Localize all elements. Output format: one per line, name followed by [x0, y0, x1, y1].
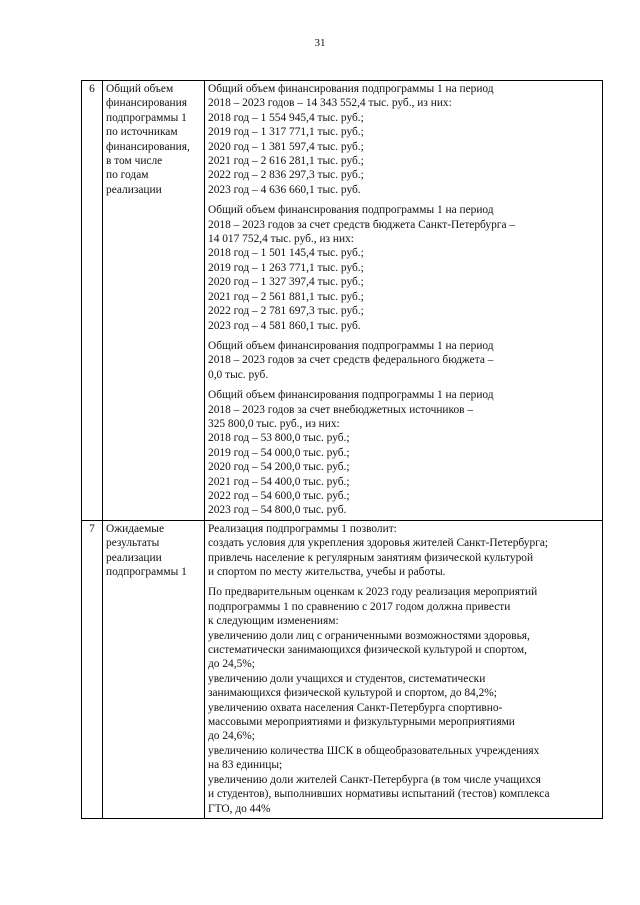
- passport-table: [81, 80, 603, 819]
- text-line: 2019 год – 54 000,0 тыс. руб.;: [208, 446, 350, 459]
- row-number: 7: [82, 520, 103, 818]
- text-line: и студентов), выполнивших нормативы испытаний (тестов) комплекса: [208, 788, 550, 801]
- label-line: Общий объем: [106, 83, 174, 95]
- text-line: 2020 год – 1 381 597,4 тыс. руб.;: [208, 140, 364, 153]
- text-line: 2023 год – 4 581 860,1 тыс. руб.: [208, 319, 361, 332]
- label-line: Ожидаемые: [106, 522, 165, 535]
- text-line: увеличению доли жителей Санкт-Петербурга (в том числе учащихся: [208, 773, 541, 786]
- label-line: финансирования: [106, 97, 187, 110]
- table-row: [82, 520, 603, 818]
- label-line: реализации: [106, 551, 162, 564]
- label-line: в том числе: [106, 155, 163, 168]
- text-line: занимающихся физической культурой и спортом, до 84,2%;: [208, 687, 497, 700]
- text-line: 2019 год – 1 317 771,1 тыс. руб.;: [208, 126, 364, 139]
- row-content: [205, 520, 603, 818]
- text-line: 2018 год – 1 554 945,4 тыс. руб.;: [208, 111, 364, 124]
- paragraph: [208, 82, 599, 197]
- text-line: и спортом по месту жительства, учебы и работы.: [208, 566, 446, 578]
- paragraph: [208, 522, 599, 580]
- text-line: Общий объем финансирования подпрограммы 1 на период: [208, 389, 494, 402]
- text-line: увеличению охвата населения Санкт-Петербурга спортивно-: [208, 701, 503, 714]
- label-line: результаты: [106, 537, 160, 550]
- text-line: до 24,5%;: [208, 658, 255, 671]
- text-line: 2018 – 2023 годов за счет средств бюджета Санкт-Петербурга –: [208, 218, 516, 231]
- text-line: 2022 год – 2 836 297,3 тыс. руб.;: [208, 169, 364, 182]
- text-line: массовыми мероприятиями и физкультурными мероприятиями: [208, 716, 515, 729]
- paragraph: [208, 339, 599, 382]
- text-line: увеличению доли учащихся и студентов, систематически: [208, 672, 486, 685]
- paragraph: [208, 585, 599, 816]
- text-line: 2022 год – 2 781 697,3 тыс. руб.;: [208, 305, 364, 318]
- label-line: финансирования,: [106, 140, 190, 153]
- row-label: [103, 520, 205, 818]
- text-line: подпрограммы 1 по сравнению с 2017 годом должна привести: [208, 600, 511, 613]
- text-line: 2021 год – 2 561 881,1 тыс. руб.;: [208, 290, 364, 303]
- label-line: подпрограммы 1: [106, 566, 187, 578]
- label-line: по источникам: [106, 126, 178, 139]
- label-line: по годам: [106, 169, 149, 182]
- row-number: 6: [82, 81, 103, 521]
- text-line: 2018 год – 53 800,0 тыс. руб.;: [208, 432, 350, 445]
- text-line: 325 800,0 тыс. руб., из них:: [208, 417, 340, 430]
- text-line: 0,0 тыс. руб.: [208, 368, 269, 381]
- text-line: увеличению количества ШСК в общеобразовательных учреждениях: [208, 744, 540, 757]
- text-line: Общий объем финансирования подпрограммы 1 на период: [208, 83, 494, 95]
- text-line: 2021 год – 2 616 281,1 тыс. руб.;: [208, 155, 364, 168]
- text-line: к следующим изменениям:: [208, 615, 339, 628]
- label-line: реализации: [106, 183, 162, 196]
- text-line: Общий объем финансирования подпрограммы 1 на период: [208, 339, 494, 352]
- text-line: создать условия для укрепления здоровья жителей Санкт-Петербурга;: [208, 537, 549, 550]
- text-line: По предварительным оценкам к 2023 году реализация мероприятий: [208, 586, 538, 599]
- text-line: 2023 год – 54 800,0 тыс. руб.: [208, 504, 347, 517]
- text-line: 2020 год – 54 200,0 тыс. руб.;: [208, 461, 350, 474]
- text-line: 2018 – 2023 годов – 14 343 552,4 тыс. руб., из них:: [208, 97, 452, 110]
- text-line: 2018 – 2023 годов за счет внебюджетных источников –: [208, 403, 474, 416]
- row-label: [103, 81, 205, 521]
- paragraph: [208, 203, 599, 333]
- text-line: 2018 – 2023 годов за счет средств федерального бюджета –: [208, 354, 494, 367]
- text-line: 14 017 752,4 тыс. руб., из них:: [208, 233, 354, 246]
- text-line: до 24,6%;: [208, 730, 255, 743]
- label-line: подпрограммы 1: [106, 111, 187, 124]
- text-line: на 83 единицы;: [208, 759, 283, 772]
- table-row: [82, 81, 603, 521]
- row-content: [205, 81, 603, 521]
- text-line: 2022 год – 54 600,0 тыс. руб.;: [208, 489, 350, 502]
- text-line: 2023 год – 4 636 660,1 тыс. руб.: [208, 183, 361, 196]
- text-line: увеличению доли лиц с ограниченными возможностями здоровья,: [208, 629, 530, 642]
- text-line: привлечь население к регулярным занятиям физической культурой: [208, 551, 534, 564]
- text-line: 2021 год – 54 400,0 тыс. руб.;: [208, 475, 350, 488]
- text-line: ГТО, до 44%: [208, 802, 271, 815]
- text-line: Общий объем финансирования подпрограммы 1 на период: [208, 204, 494, 217]
- text-line: систематически занимающихся физической культурой и спортом,: [208, 644, 527, 657]
- text-line: Реализация подпрограммы 1 позволит:: [208, 522, 397, 535]
- text-line: 2020 год – 1 327 397,4 тыс. руб.;: [208, 276, 364, 289]
- paragraph: [208, 388, 599, 518]
- text-line: 2018 год – 1 501 145,4 тыс. руб.;: [208, 247, 364, 260]
- text-line: 2019 год – 1 263 771,1 тыс. руб.;: [208, 261, 364, 274]
- page-number: 31: [314, 37, 326, 49]
